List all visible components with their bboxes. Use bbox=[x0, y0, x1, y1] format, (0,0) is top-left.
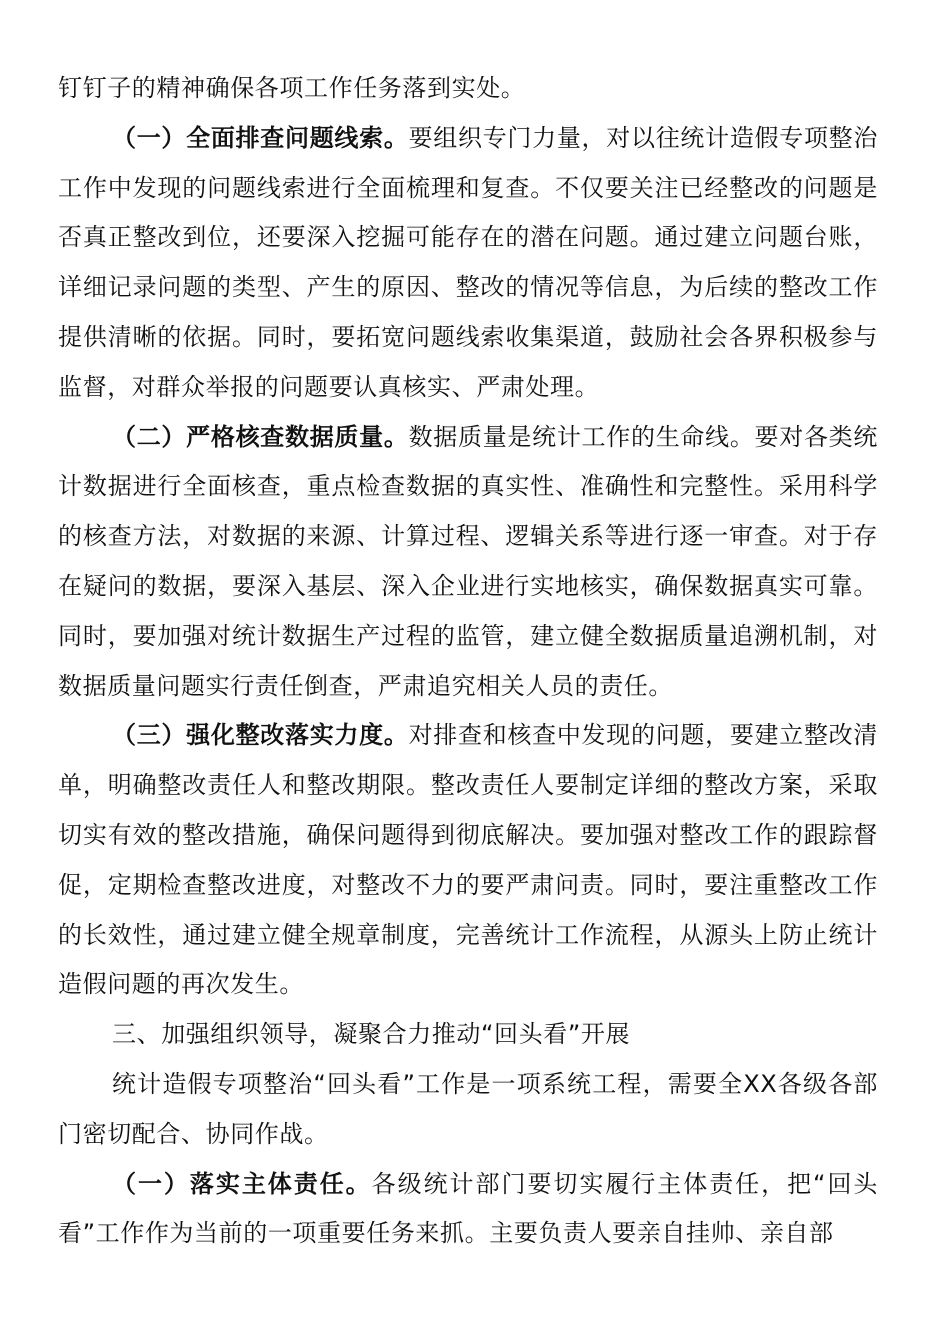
paragraph-text: 钉钉子的精神确保各项工作任务落到实处。 bbox=[58, 74, 526, 102]
paragraph-main-responsibility bbox=[58, 1160, 878, 1260]
document-page bbox=[58, 64, 878, 1259]
paragraph-investigate-clues bbox=[58, 114, 878, 413]
section-heading: 三、加强组织领导，凝聚合力推动“回头看”开展 bbox=[112, 1020, 631, 1049]
paragraph-text: 各级统计部门要切实履行主体责任，把“回头看”工作作为当前的一项重要任务来抓。主要负责人要亲自挂帅、亲自部 bbox=[58, 1169, 879, 1248]
paragraph-text: 对排查和核查中发现的问题，要建立整改清单，明确整改责任人和整改期限。整改责任人要制定详细的整改方案，采取切实有效的整改措施，确保问题得到彻底解决。要加强对整改工作的跟踪督促，定期检查整改进度，对整改不力的要严肃问责。同时，要注重整改工作的长效性，通过建立健全规章制度，完善统计工作流程，从源头上防止统计造假问题的再次发生。 bbox=[58, 721, 878, 999]
paragraph-text: 数据质量是统计工作的生命线。要对各类统计数据进行全面核查，重点检查数据的真实性、准确性和完整性。采用科学的核查方法，对数据的来源、计算过程、逻辑关系等进行逐一审查。对于存在疑问的数据，要深入基层、深入企业进行实地核实，确保数据真实可靠。同时，要加强对统计数据生产过程的监管，建立健全数据质量追溯机制，对数据质量问题实行责任倒查，严肃追究相关人员的责任。 bbox=[58, 422, 878, 700]
paragraph-lead: （一）落实主体责任。 bbox=[112, 1169, 372, 1198]
paragraph-text: 要组织专门力量，对以往统计造假专项整治工作中发现的问题线索进行全面梳理和复查。不仅要关注已经整改的问题是否真正整改到位，还要深入挖掘可能存在的潜在问题。通过建立问题台账，详细记录问题的类型、产生的原因、整改的情况等信息，为后续的整改工作提供清晰的依据。同时，要拓宽问题线索收集渠道，鼓励社会各界积极参与监督，对群众举报的问题要认真核实、严肃处理。 bbox=[58, 123, 878, 401]
paragraph-strengthen-rectification bbox=[58, 711, 878, 1010]
paragraph-lead: （二）严格核查数据质量。 bbox=[112, 422, 409, 451]
section-intro: 统计造假专项整治“回头看”工作是一项系统工程，需要全XX各级各部门密切配合、协同作战。 bbox=[58, 1069, 878, 1148]
paragraph-lead: （一）全面排查问题线索。 bbox=[112, 123, 409, 152]
paragraph-lead: （三）强化整改落实力度。 bbox=[112, 721, 409, 750]
paragraph-verify-data-quality bbox=[58, 413, 878, 712]
paragraph-continuation bbox=[58, 64, 878, 114]
